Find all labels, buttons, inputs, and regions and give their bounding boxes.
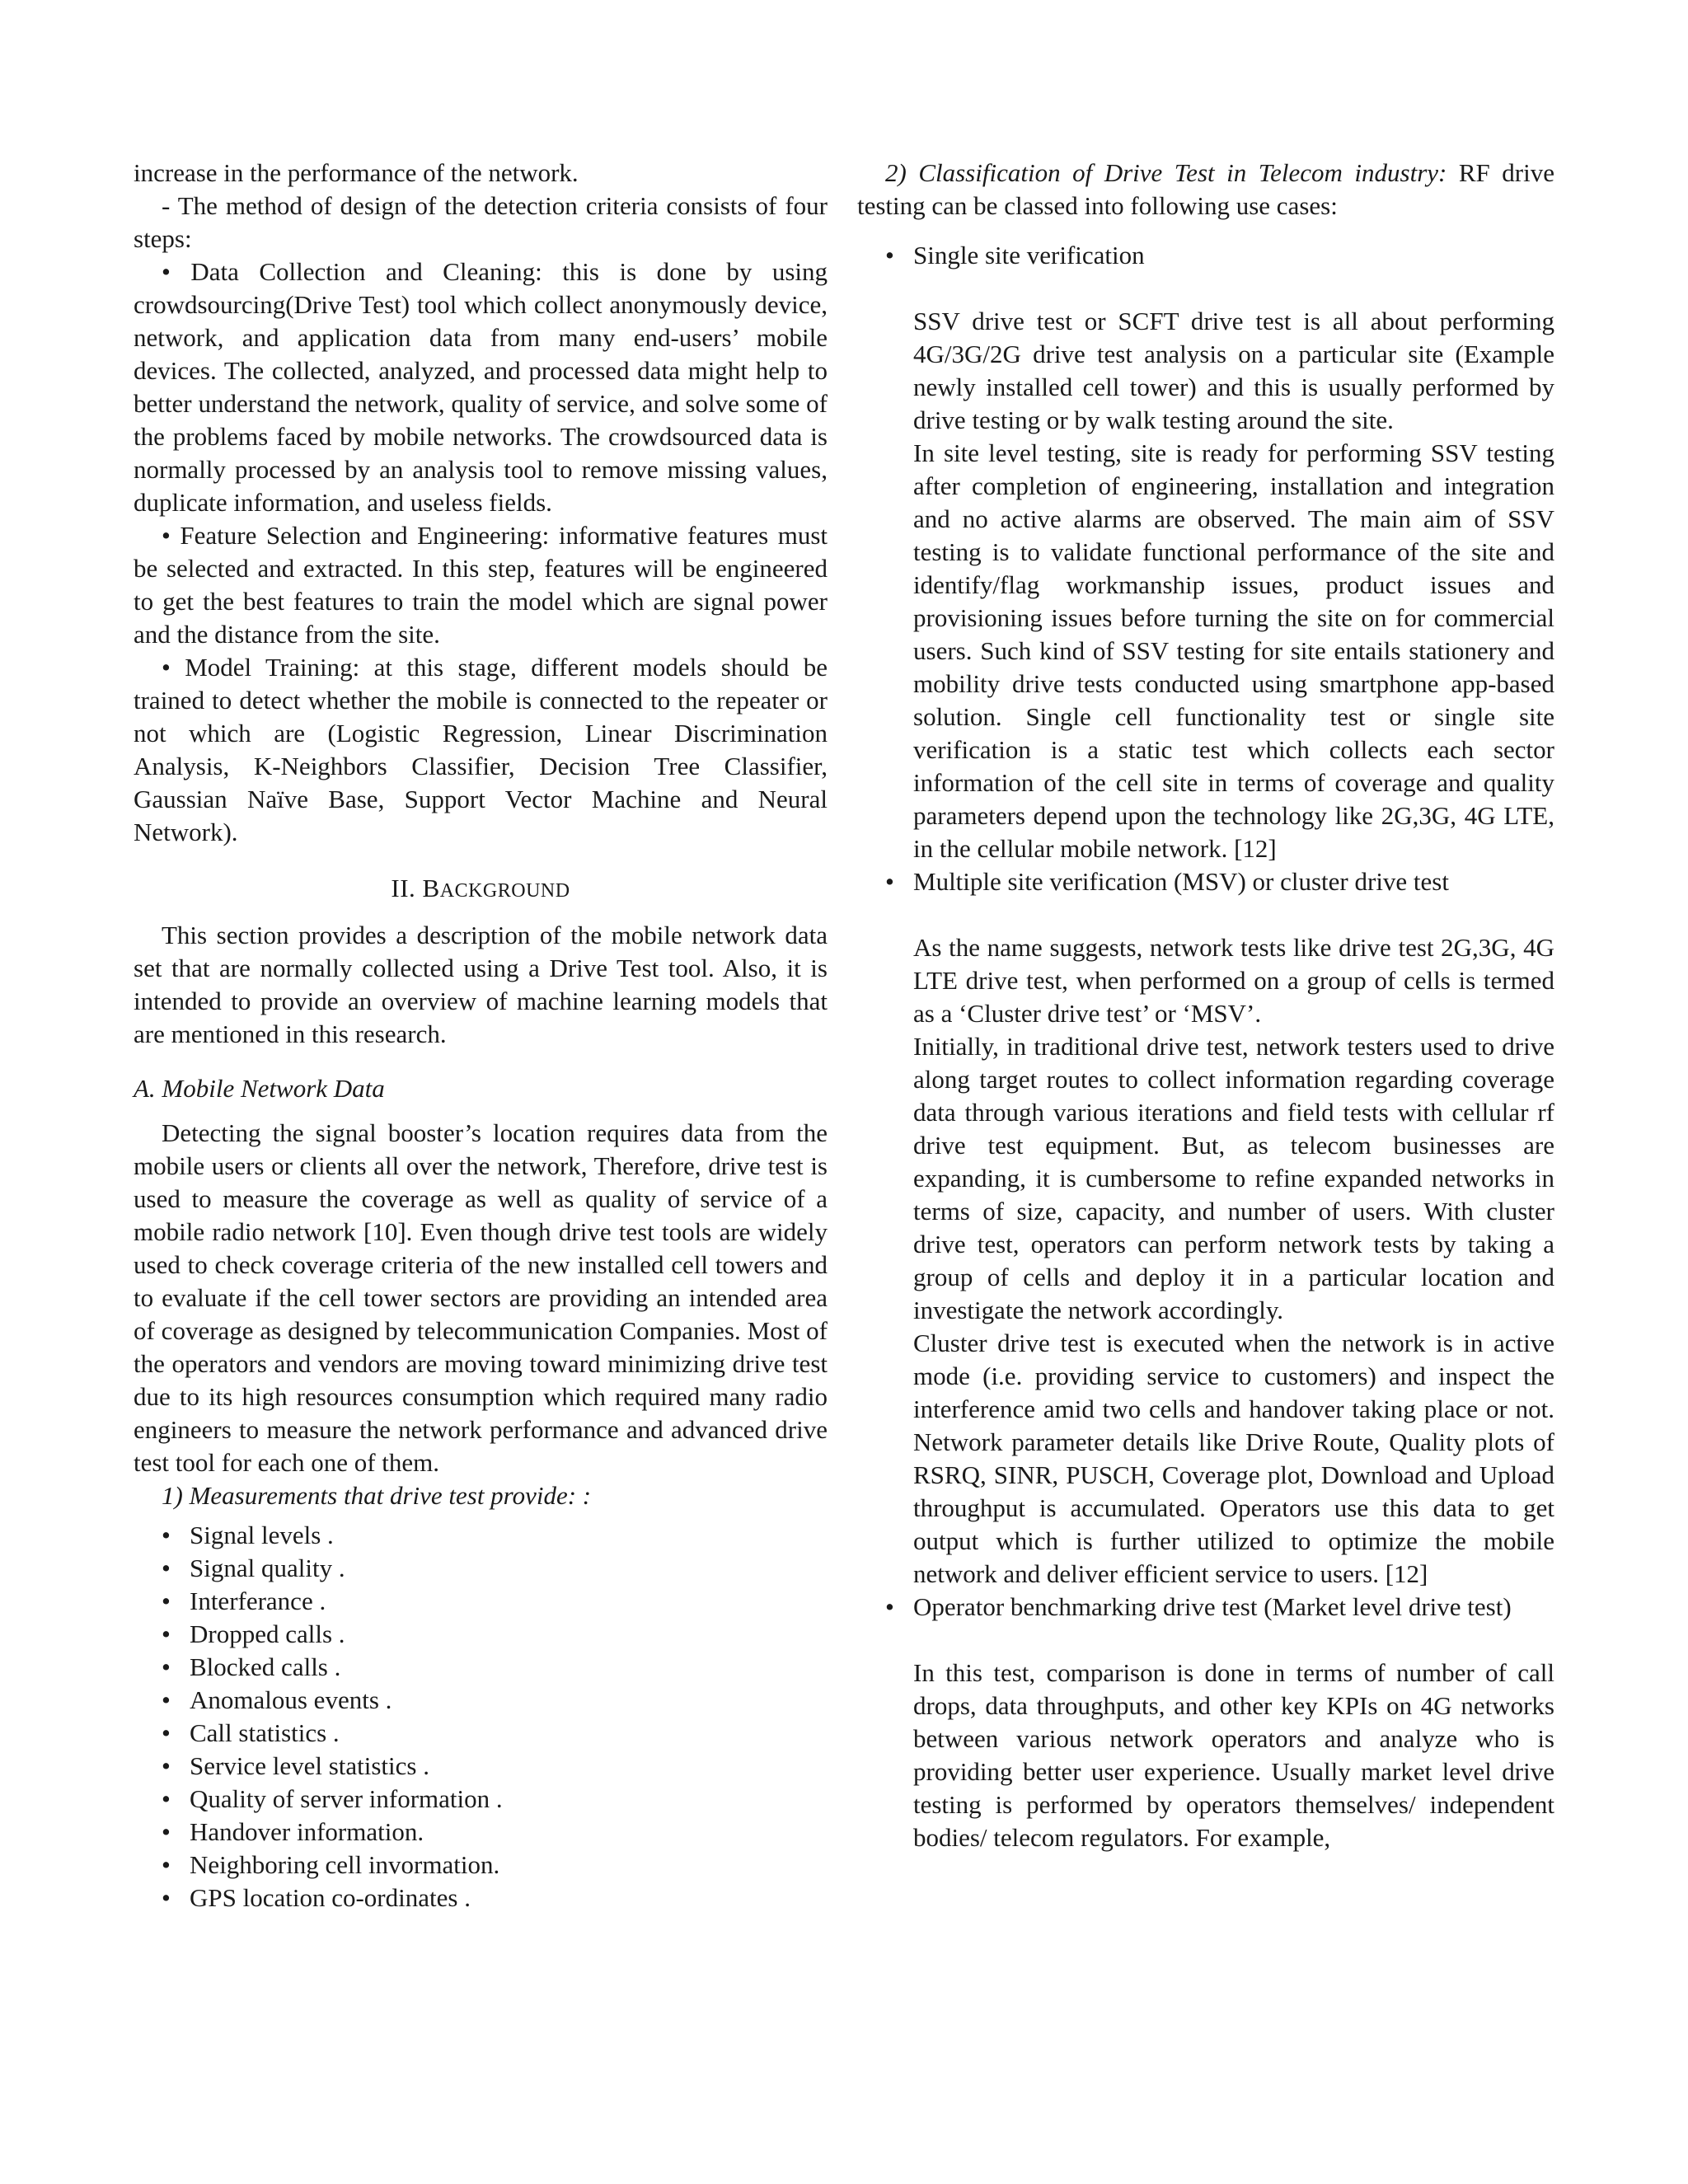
step-feature-selection: • Feature Selection and Engineering: informative features must be selected and extracted. In this step, features will be engineered to get the best features to train the model which are signal power and the distance from the site. <box>134 521 828 649</box>
list-item: • Signal levels . <box>162 1519 828 1552</box>
list-item-benchmarking <box>885 1591 1554 1854</box>
method-intro: - The method of design of the detection criteria consists of four steps: <box>134 191 828 253</box>
msv-title: • Multiple site verification (MSV) or cluster drive test <box>913 867 1449 896</box>
left-column <box>134 157 828 1915</box>
classification-intro: RF drive testing can be classed into following use cases: <box>857 158 1555 220</box>
msv-paragraph-1: As the name suggests, network tests like drive test 2G,3G, 4G LTE drive test, when performed on a group of cells is termed as a ‘Cluster drive test’ or ‘MSV’. <box>913 933 1554 1028</box>
benchmarking-paragraph-1: In this test, comparison is done in terms of number of call drops, data throughputs, and other key KPIs on 4G networks between various network operators and analyze who is providing better user experience. Usually market level drive testing is performed by operators themselves/ independent bodies/ telecom regulators. For example, <box>913 1658 1554 1852</box>
msv-paragraph-3: Cluster drive test is executed when the network is in active mode (i.e. providing service to customers) and inspect the interference amid two cells and handover taking place or not. Network parameter details like Drive Route, Quality plots of RSRQ, SINR, PUSCH, Coverage plot, Download and Upload throughput is accumulated. Operators use this data to get output which is further utilized to optimize the mobile network and deliver efficient service to users. [12] <box>913 1329 1554 1588</box>
right-column <box>857 157 1554 1854</box>
list-item: • Signal quality . <box>162 1552 828 1585</box>
ssv-paragraph-2: In site level testing, site is ready for performing SSV testing after completion of engineering, installation and integration and no active alarms are observed. The main aim of SSV testing is to validate functional performance of the site and identify/flag workmanship issues, product issues and provisioning issues before turning the site on for commercial users. Such kind of SSV testing for site entails stationery and mobility drive tests conducted using smartphone app-based solution. Single cell functionality test or single site verification is a static test which collects each sector information of the cell site in terms of coverage and quality parameters depend upon the technology like 2G,3G, 4G LTE, in the cellular mobile network. [12] <box>913 438 1554 863</box>
list-item: • Handover information. <box>162 1816 828 1849</box>
ssv-paragraph-1: SSV drive test or SCFT drive test is all about performing 4G/3G/2G drive test analysis on a particular site (Example newly installed cell tower) and this is usually performed by drive testing or by walk testing around the site. <box>913 307 1554 434</box>
list-item: • Blocked calls . <box>162 1651 828 1684</box>
subsection-title: A. Mobile Network Data <box>134 1074 385 1103</box>
list-item: • GPS location co-ordinates . <box>162 1882 828 1915</box>
measurements-list <box>134 1519 828 1915</box>
section-heading-background: II. BACKGROUND <box>391 874 570 902</box>
classification-paragraph <box>857 157 1554 223</box>
list-item: • Quality of server information . <box>162 1783 828 1816</box>
list-item: • Call statistics . <box>162 1717 828 1750</box>
list-item: • Anomalous events . <box>162 1684 828 1717</box>
list-item-msv <box>885 865 1554 1591</box>
continuation-line: increase in the performance of the network. <box>134 158 579 187</box>
classification-title: 2) Classification of Drive Test in Telecom industry: <box>885 158 1447 187</box>
list-item: • Neighboring cell invormation. <box>162 1849 828 1882</box>
list-item: • Interferance . <box>162 1585 828 1618</box>
benchmarking-title: • Operator benchmarking drive test (Market level drive test) <box>913 1592 1512 1621</box>
ssv-title: • Single site verification <box>913 241 1145 269</box>
drive-test-types-list <box>857 239 1554 1854</box>
section-intro: This section provides a description of the mobile network data set that are normally collected using a Drive Test tool. Also, it is intended to provide an overview of machine learning models that are mentioned in this research. <box>134 921 828 1048</box>
step-data-collection: • Data Collection and Cleaning: this is done by using crowdsourcing(Drive Test) tool which collect anonymously device, network, and application data from many end-users’ mobile devices. The collected, analyzed, and processed data might help to better understand the network, quality of service, and solve some of the problems faced by mobile networks. The crowdsourced data is normally processed by an analysis tool to remove missing values, duplicate information, and useless fields. <box>134 257 828 517</box>
subsection-paragraph: Detecting the signal booster’s location requires data from the mobile users or clients all over the network, Therefore, drive test is used to measure the coverage as well as quality of service of a mobile radio network [10]. Even though drive test tools are widely used to check coverage criteria of the new installed cell towers and to evaluate if the cell tower sectors are providing an intended area of coverage as designed by telecommunication Companies. Most of the operators and vendors are moving toward minimizing drive test due to its high resources consumption which required many radio engineers to measure the network performance and advanced drive test tool for each one of them. <box>134 1118 828 1477</box>
msv-paragraph-2: Initially, in traditional drive test, network testers used to drive along target routes to collect information regarding coverage data through various iterations and field tests with cellular rf drive test equipment. But, as telecom businesses are expanding, it is cumbersome to refine expanded networks in terms of size, capacity, and number of users. With cluster drive test, operators can perform network tests by taking a group of cells and deploy it in a particular location and investigate the network accordingly. <box>913 1032 1554 1324</box>
measurements-title: 1) Measurements that drive test provide: : <box>162 1481 592 1510</box>
list-item: • Service level statistics . <box>162 1750 828 1783</box>
list-item: • Dropped calls . <box>162 1618 828 1651</box>
list-item-ssv <box>885 239 1554 865</box>
step-model-training: • Model Training: at this stage, different models should be trained to detect whether the mobile is connected to the repeater or not which are (Logistic Regression, Linear Discrimination Analysis, K-Neighbors Classifier, Decision Tree Classifier, Gaussian Naïve Base, Support Vector Machine and Neural Network). <box>134 653 828 846</box>
